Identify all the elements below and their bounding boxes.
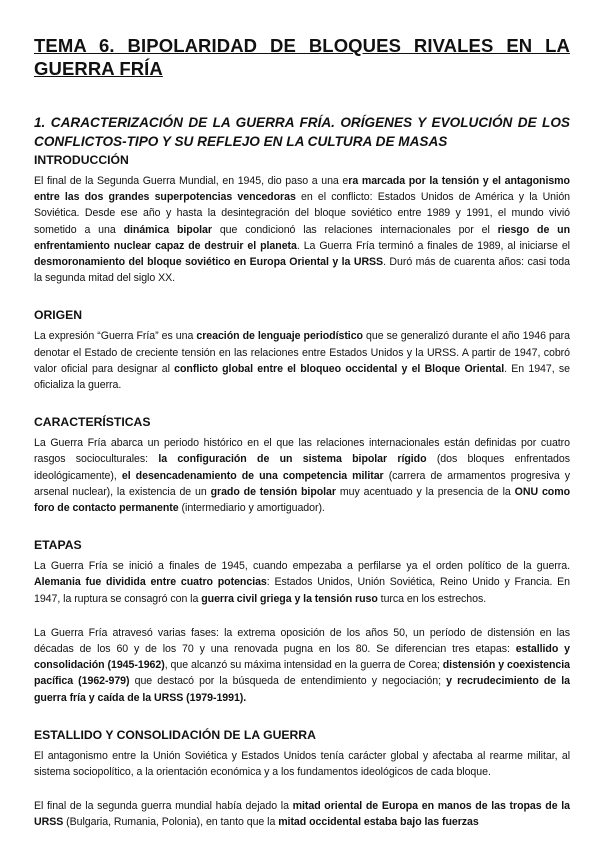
paragraph-caracteristicas <box>34 435 570 516</box>
text-run: (intermediario y amortiguador). <box>178 502 325 515</box>
heading-introduccion: INTRODUCCIÓN <box>34 153 129 167</box>
bold-text-run: y recrudecimiento de la guerra fría y caída de la URSS (1979-1991). <box>34 675 570 704</box>
bold-text-run: ra marcada por la tensión y el antagonismo entre las dos grandes superpotencias vencedoras <box>34 175 570 204</box>
text-run: que destacó por la búsqueda de entendimiento y negociación; <box>129 675 447 688</box>
paragraph-introduccion <box>34 173 570 286</box>
bold-text-run: estallido y consolidación (1945-1962) <box>34 643 571 672</box>
section-title: 1. CARACTERIZACIÓN DE LA GUERRA FRÍA. ORÍGENES Y EVOLUCIÓN DE LOS CONFLICTOS-TIPO Y SU REFLEJO EN LA CULTURA DE MASAS <box>34 115 570 149</box>
bold-text-run: creación de lenguaje periodístico <box>196 330 363 343</box>
text-run: muy acentuado y la presencia de la <box>335 485 515 498</box>
bold-text-run: mitad occidental estaba bajo las fuerzas <box>278 816 479 829</box>
text-run: La Guerra Fría se inició a finales de 1945, cuando empezaba a perfilarse ya el orden político de la guerra. <box>34 560 570 573</box>
text-run: El antagonismo entre la Unión Soviética y Estados Unidos tenía carácter global y afectaba al rearme militar, al sistema sociopolítico, a la orientación económica y a los fundamentos ideológicos de cada bloque. <box>34 749 570 779</box>
text-run: El final de la Segunda Guerra Mundial, en 1945, dio paso a una e <box>34 175 349 187</box>
bold-text-run: ONU como foro de contacto permanente <box>34 485 571 515</box>
paragraph-estallido-1 <box>34 748 570 780</box>
text-run: (dos bloques enfrentados ideológicamente), <box>34 453 570 482</box>
bold-text-run: mitad oriental de Europa en manos de las tropas de la URSS <box>34 800 570 829</box>
bold-text-run: guerra civil griega y la tensión ruso <box>201 592 378 605</box>
text-run: : Estados Unidos, Unión Soviética, Reino Unido y Francia. En 1947, la ruptura se consagró con la <box>34 576 570 605</box>
bold-text-run: dinámica bipolar <box>123 223 212 236</box>
text-run: La Guerra Fría abarca un periodo histórico en el que las relaciones internacionales están definidas por cuatro rasgos socioculturales: <box>34 437 570 466</box>
text-run: . En 1947, se oficializa la guerra. <box>34 362 570 392</box>
paragraph-estallido-2 <box>34 798 570 830</box>
bold-text-run: grado de tensión bipolar <box>210 485 336 498</box>
bold-text-run: riesgo de un enfrentamiento nuclear capaz de destruir el planeta <box>34 223 571 252</box>
bold-text-run: la configuración de un sistema bipolar rígido <box>158 453 427 466</box>
bold-text-run: distensión y coexistencia pacífica (1962-979) <box>34 659 570 688</box>
heading-caracteristicas: CARACTERÍSTICAS <box>34 415 151 430</box>
heading-origen: ORIGEN <box>34 308 83 323</box>
bold-text-run: el desencadenamiento de una competencia militar <box>121 469 384 482</box>
text-run: . Duró más de cuarenta años: casi toda la segunda mitad del siglo XX. <box>34 256 570 285</box>
heading-estallido: ESTALLIDO Y CONSOLIDACIÓN DE LA GUERRA <box>34 727 316 742</box>
paragraph-origen <box>34 328 570 393</box>
text-run: que se generalizó durante el año 1946 para denotar el Estado de creciente tensión en las relaciones entre Estados Unidos y la URSS. A partir de 1947, cobró valor oficial para designar al <box>34 330 570 375</box>
text-run: El final de la segunda guerra mundial había dejado la <box>34 800 293 813</box>
heading-etapas: ETAPAS <box>34 538 82 553</box>
text-run: (Bulgaria, Rumania, Polonia), en tanto que la <box>63 816 279 829</box>
bold-text-run: desmoronamiento del bloque soviético en Europa Oriental y la URSS <box>34 256 384 269</box>
text-run: que condicionó las relaciones internacionales por el <box>211 223 498 236</box>
paragraph-etapas-2 <box>34 625 570 706</box>
document-title: TEMA 6. BIPOLARIDAD DE BLOQUES RIVALES EN LA GUERRA FRÍA <box>34 35 570 79</box>
text-run: , que alcanzó su máxima intensidad en la guerra de Corea; <box>164 659 443 672</box>
bold-text-run: conflicto global entre el bloqueo occidental y el Bloque Oriental <box>174 362 505 375</box>
text-run: La Guerra Fría atravesó varias fases: la extrema oposición de los años 50, un período de distensión en las décadas de los 60 y de los 70 y una renovada pugna en los 80. Se diferencian tres etapas: <box>34 626 570 656</box>
bold-text-run: Alemania fue dividida entre cuatro potencias <box>34 576 267 589</box>
text-run: . La Guerra Fría terminó a finales de 1989, al iniciarse el <box>296 239 570 252</box>
paragraph-etapas-1 <box>34 558 570 607</box>
text-run: (carrera de armamentos progresiva y arsenal nuclear), la existencia de un <box>34 469 570 498</box>
text-run: en el conflicto: Estados Unidos de América y la Unión Soviética. Desde ese año y hasta la desintegración del bloque soviético entre 1989 y 1991, el mundo vivió sometido a una <box>34 191 570 236</box>
text-run: turca en los estrechos. <box>377 592 487 605</box>
text-run: La expresión “Guerra Fría” es una <box>34 330 197 343</box>
